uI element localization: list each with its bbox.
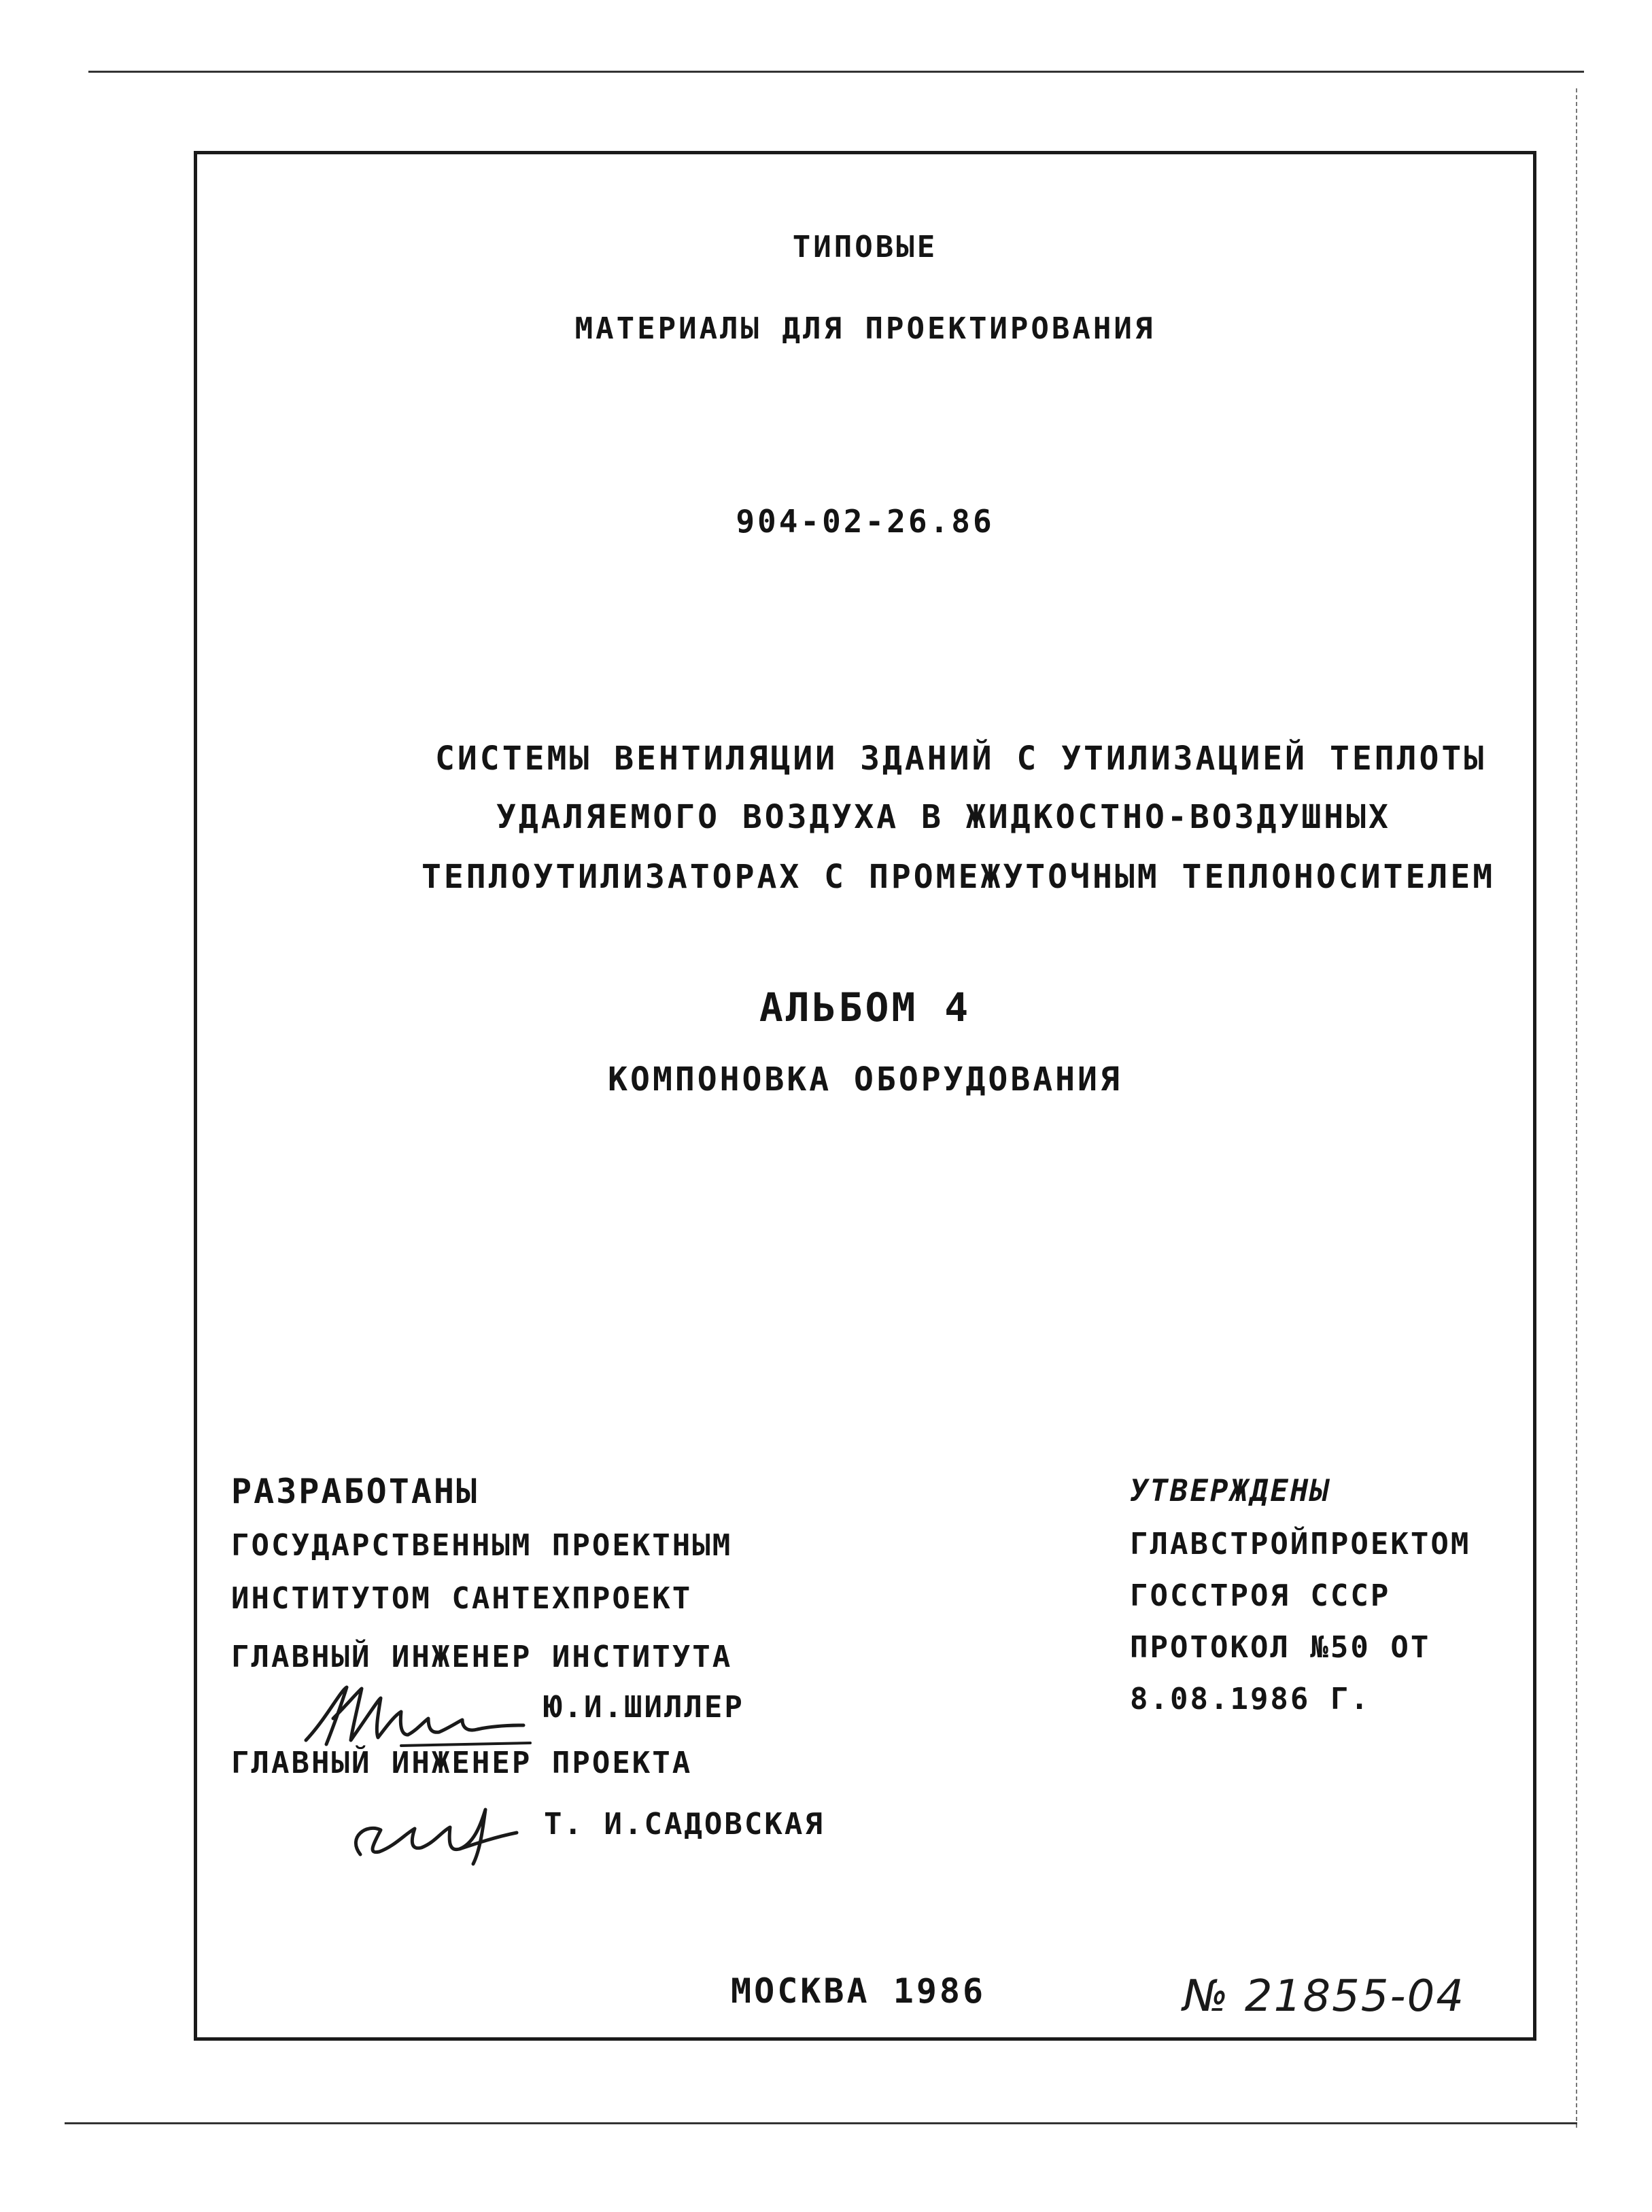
developed-line-1: ГОСУДАРСТВЕННЫМ ПРОЕКТНЫМ [231, 1528, 733, 1563]
approved-line-3: ПРОТОКОЛ №50 ОТ [1130, 1630, 1431, 1665]
album-label: АЛЬБОМ 4 [759, 984, 971, 1031]
header-line-2: МАТЕРИАЛЫ ДЛЯ ПРОЕКТИРОВАНИЯ [574, 311, 1156, 346]
name-shiller: Ю.И.ШИЛЛЕР [544, 1690, 744, 1725]
chief-engineer-project-label: ГЛАВНЫЙ ИНЖЕНЕР ПРОЕКТА [231, 1746, 693, 1780]
name-sadovskaya: Т. И.САДОВСКАЯ [544, 1807, 825, 1842]
approved-line-2: ГОССТРОЯ СССР [1130, 1578, 1391, 1613]
chief-engineer-institute-label: ГЛАВНЫЙ ИНЖЕНЕР ИНСТИТУТА [231, 1640, 733, 1674]
title-line-2: УДАЛЯЕМОГО ВОЗДУХА В ЖИДКОСТНО-ВОЗДУШНЫХ [496, 798, 1391, 836]
developed-line-2: ИНСТИТУТОМ САНТЕХПРОЕКТ [231, 1581, 693, 1616]
approved-heading: УТВЕРЖДЕНЫ [1130, 1474, 1330, 1508]
signature-sadovskaya [340, 1789, 530, 1871]
inventory-number: № 21855-04 [1183, 1971, 1466, 2022]
top-rule [88, 71, 1584, 73]
developed-heading: РАЗРАБОТАНЫ [231, 1472, 479, 1511]
title-line-3: ТЕПЛОУТИЛИЗАТОРАХ С ПРОМЕЖУТОЧНЫМ ТЕПЛОНОСИТЕЛЕМ [421, 858, 1496, 896]
header-line-1: ТИПОВЫЕ [792, 230, 938, 264]
approved-line-4: 8.08.1986 Г. [1130, 1682, 1371, 1716]
bottom-rule [65, 2122, 1577, 2124]
right-margin-rule [1576, 88, 1577, 2128]
album-subtitle: КОМПОНОВКА ОБОРУДОВАНИЯ [608, 1060, 1122, 1099]
document-code: 904-02-26.86 [736, 503, 995, 540]
city-year: МОСКВА 1986 [731, 1971, 986, 2011]
title-line-1: СИСТЕМЫ ВЕНТИЛЯЦИИ ЗДАНИЙ С УТИЛИЗАЦИЕЙ ТЕПЛОТЫ [435, 740, 1487, 778]
approved-line-1: ГЛАВСТРОЙПРОЕКТОМ [1130, 1527, 1471, 1561]
